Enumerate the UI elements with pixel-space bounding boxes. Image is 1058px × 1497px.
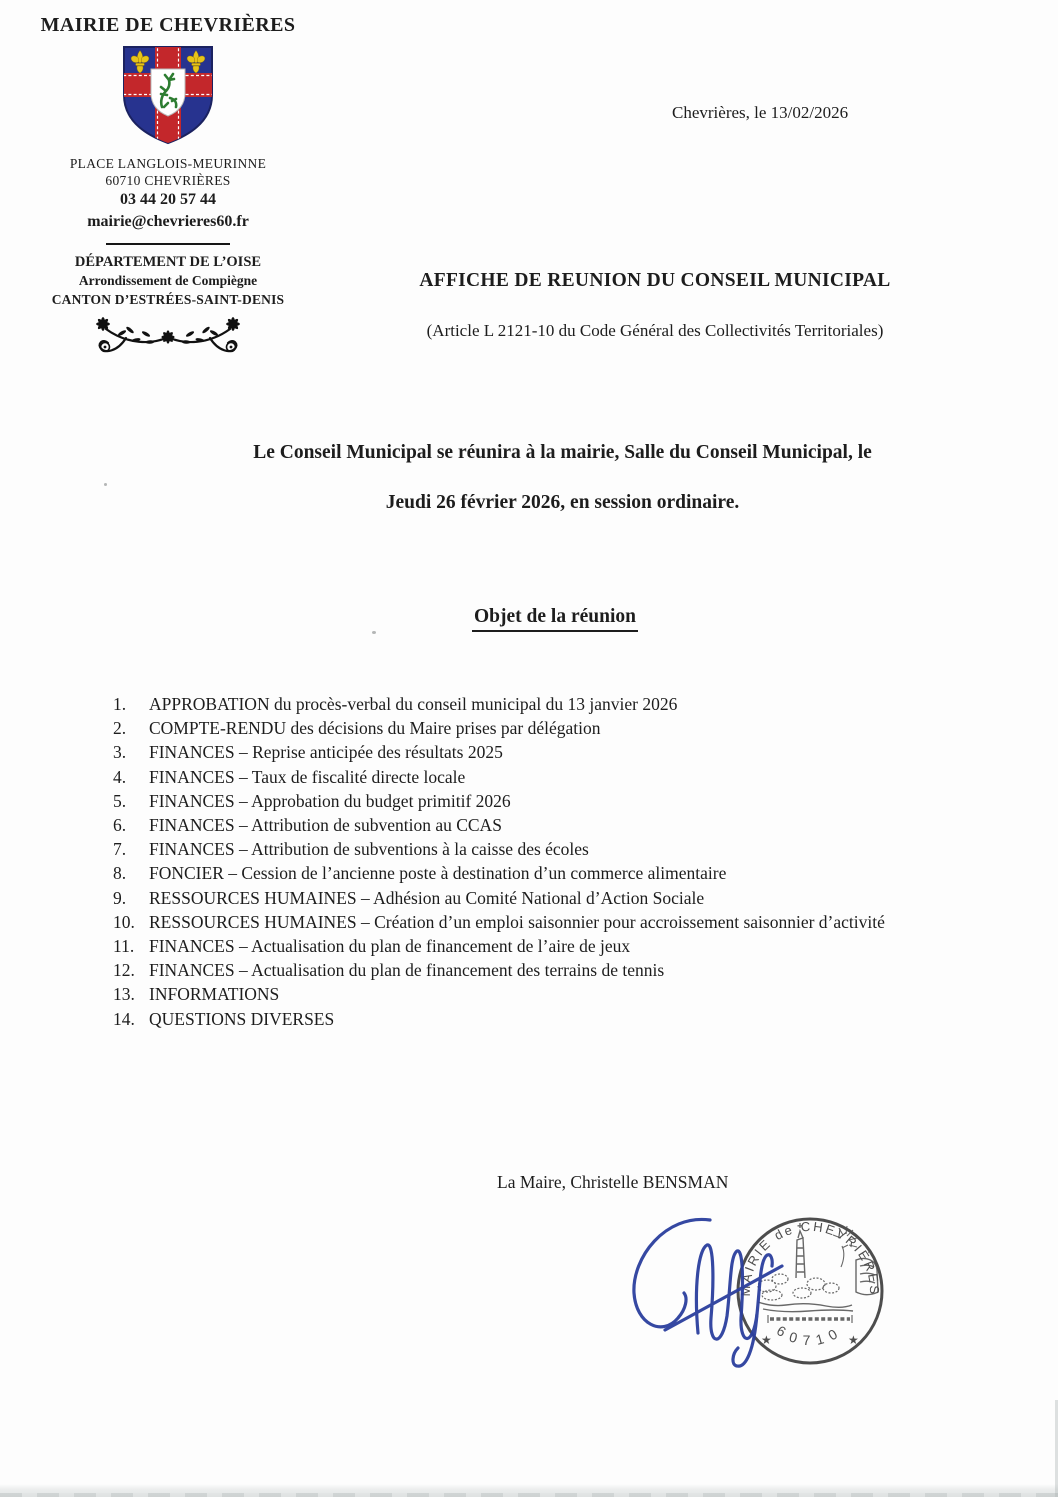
scan-speck bbox=[104, 483, 107, 486]
svg-text:60710 bbox=[774, 1322, 846, 1348]
agenda-item-number: 1. bbox=[113, 694, 127, 714]
agenda-item bbox=[113, 910, 913, 934]
agenda-item-text: INFORMATIONS bbox=[149, 984, 280, 1005]
agenda-item bbox=[113, 934, 913, 958]
agenda-item bbox=[113, 982, 913, 1006]
email-address: mairie@chevrieres60.fr bbox=[87, 213, 249, 230]
letterhead bbox=[36, 14, 300, 359]
stamp-star-right-icon: ★ bbox=[848, 1333, 859, 1347]
agenda-item-number: 11. bbox=[113, 936, 135, 957]
agenda-item-text: COMPTE-RENDU des décisions du Maire prises par délégation bbox=[149, 718, 601, 739]
agenda-item-number: 6. bbox=[113, 815, 127, 836]
scan-speck bbox=[372, 631, 376, 634]
arrondissement-line: Arrondissement de Compiègne bbox=[78, 273, 258, 288]
agenda-item-number: 14. bbox=[113, 1008, 135, 1029]
agenda-item bbox=[113, 1007, 913, 1031]
document-subtitle: (Article L 2121-10 du Code Général des Collectivités Territoriales) bbox=[426, 321, 884, 340]
agenda-item bbox=[113, 692, 913, 716]
agenda-item bbox=[113, 740, 913, 764]
agenda-item-text: FONCIER – Cession de l’ancienne poste à destination d’un commerce alimentaire bbox=[149, 863, 727, 884]
address-line-2: 60710 CHEVRIÈRES bbox=[105, 173, 231, 188]
agenda-item bbox=[113, 789, 913, 813]
agenda-item-number: 7. bbox=[113, 839, 127, 860]
agenda-item bbox=[113, 813, 913, 837]
floral-ornament-icon bbox=[82, 313, 254, 359]
section-heading: Objet de la réunion bbox=[472, 606, 638, 632]
agenda-item-number: 2. bbox=[113, 718, 127, 739]
agenda-item-text: FINANCES – Attribution de subvention au CCAS bbox=[149, 815, 502, 836]
section-heading-wrap bbox=[130, 606, 980, 632]
stamp-and-signature bbox=[610, 1198, 900, 1388]
agenda-item bbox=[113, 765, 913, 789]
agenda-item-text: QUESTIONS DIVERSES bbox=[149, 1008, 335, 1029]
stamp-text-bottom: 60710 bbox=[773, 1322, 847, 1348]
agenda-item-text: APPROBATION du procès-verbal du conseil municipal du 13 janvier 2026 bbox=[149, 694, 678, 714]
agenda-item-text: FINANCES – Reprise anticipée des résultats 2025 bbox=[149, 742, 503, 763]
agenda-list bbox=[113, 692, 913, 1031]
agenda-item-number: 13. bbox=[113, 984, 135, 1005]
stamp-text-top: MAIRIE de CHEVRIÈRES bbox=[737, 1218, 883, 1297]
document-title: AFFICHE DE REUNION DU CONSEIL MUNICIPAL bbox=[419, 270, 891, 291]
agenda-item-text: FINANCES – Actualisation du plan de financement des terrains de tennis bbox=[149, 960, 665, 981]
agenda-item bbox=[113, 861, 913, 885]
agenda-item-text: FINANCES – Approbation du budget primitif 2026 bbox=[149, 790, 511, 811]
meeting-announcement bbox=[105, 442, 1020, 514]
commune-name: MAIRIE DE CHEVRIÈRES bbox=[40, 14, 296, 36]
agenda-item-text: FINANCES – Actualisation du plan de financement de l’aire de jeux bbox=[149, 936, 631, 957]
agenda-item bbox=[113, 716, 913, 740]
address-line-1: PLACE LANGLOIS-MEURINNE bbox=[69, 156, 267, 171]
agenda-item-number: 5. bbox=[113, 790, 127, 811]
scan-edge-bottom bbox=[0, 1484, 1058, 1497]
letterhead-divider bbox=[106, 243, 230, 245]
agenda-item bbox=[113, 886, 913, 910]
agenda-item-number: 8. bbox=[113, 863, 127, 884]
signer-line: La Maire, Christelle BENSMAN bbox=[497, 1172, 729, 1192]
canton-line: CANTON D’ESTRÉES-SAINT-DENIS bbox=[51, 292, 285, 307]
announcement-line-1: Le Conseil Municipal se réunira à la mairie, Salle du Conseil Municipal, le bbox=[253, 442, 872, 463]
phone-number: 03 44 20 57 44 bbox=[120, 191, 216, 208]
agenda-item-number: 3. bbox=[113, 742, 127, 763]
announcement-line-2: Jeudi 26 février 2026, en session ordinaire. bbox=[385, 492, 740, 513]
agenda-item-number: 10. bbox=[113, 911, 135, 932]
coat-of-arms-icon bbox=[118, 43, 218, 147]
stamp-star-left-icon: ★ bbox=[761, 1333, 772, 1347]
agenda-item bbox=[113, 958, 913, 982]
title-block bbox=[340, 270, 970, 341]
agenda-item-number: 12. bbox=[113, 960, 135, 981]
agenda-item-text: FINANCES – Attribution de subventions à la caisse des écoles bbox=[149, 839, 589, 860]
agenda-item-text: RESSOURCES HUMAINES – Adhésion au Comité National d’Action Sociale bbox=[149, 887, 705, 908]
department-line: DÉPARTEMENT DE L’OISE bbox=[74, 254, 262, 270]
agenda-item-text: FINANCES – Taux de fiscalité directe locale bbox=[149, 766, 466, 787]
agenda-item-text: RESSOURCES HUMAINES – Création d’un emploi saisonnier pour accroissement saisonnier d’activité bbox=[149, 911, 885, 932]
agenda-item bbox=[113, 837, 913, 861]
date-line: Chevrières, le 13/02/2026 bbox=[672, 103, 849, 122]
agenda-item-number: 4. bbox=[113, 766, 127, 787]
agenda-item-number: 9. bbox=[113, 887, 127, 908]
